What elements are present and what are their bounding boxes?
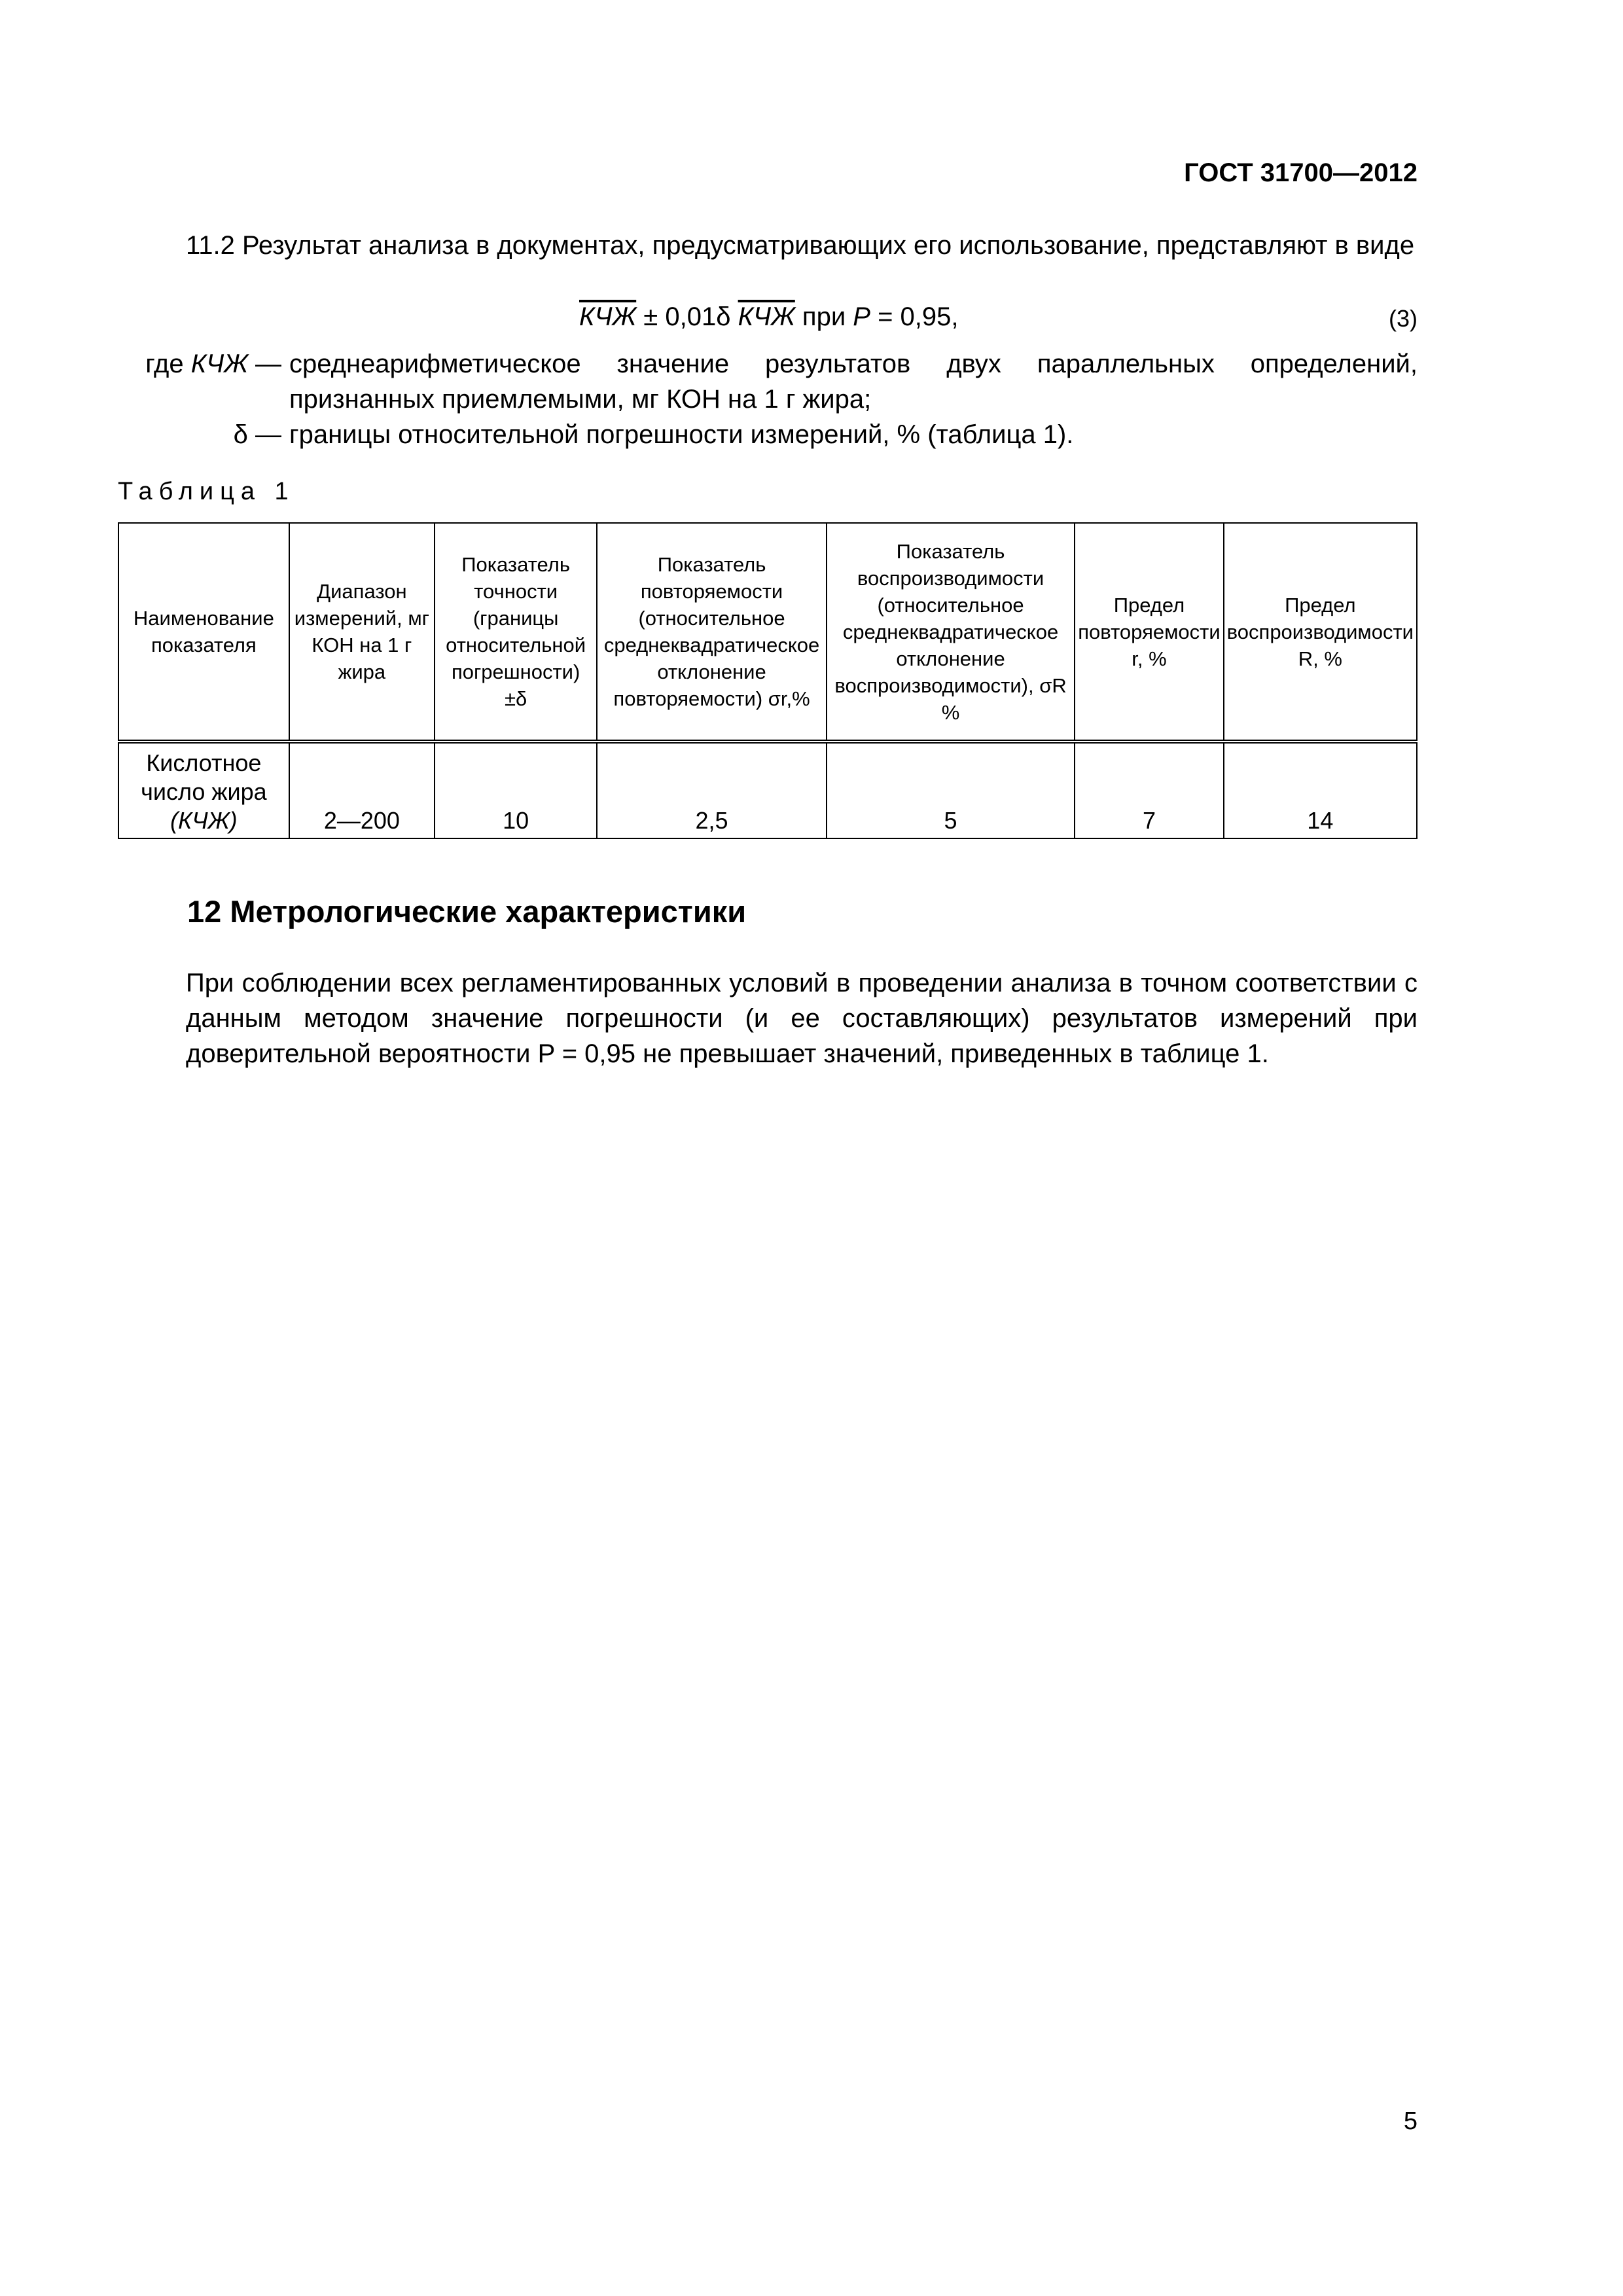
cell-limit-R: 14 [1224, 742, 1417, 838]
paragraph-11-2-text: 11.2 Результат анализа в документах, предусматривающих его использование, представляют в виде [186, 231, 1415, 260]
cell-name-line3: (КЧЖ) [170, 807, 238, 834]
formula-var-1: КЧЖ [579, 302, 637, 331]
cell-accuracy: 10 [435, 742, 597, 838]
cell-name-line1: Кислотное [146, 749, 262, 776]
formula-3 [579, 302, 959, 332]
formula-mid: ± 0,01δ [636, 302, 738, 331]
cell-limit-r: 7 [1075, 742, 1223, 838]
header-accuracy: Показатель точности (границы относительной погрешности) ±δ [435, 523, 597, 742]
where-delta-text: границы относительной погрешности измерений, % (таблица 1). [289, 420, 1074, 449]
header-limit-R: Предел воспроизводимости R, % [1224, 523, 1417, 742]
header-reproducibility: Показатель воспроизводимости (относительное среднеквадратическое отклонение воспроизводимости), σR % [827, 523, 1075, 742]
formula-var-2: КЧЖ [738, 302, 795, 331]
page-number: 5 [1403, 2108, 1418, 2135]
header-range: Диапазон измерений, мг КОН на 1 г жира [289, 523, 435, 742]
header-indicator-name: Наименование показателя [118, 523, 289, 742]
where-prefix: где [145, 350, 191, 378]
cell-repeatability: 2,5 [597, 742, 827, 838]
formula-end: = 0,95, [870, 302, 959, 331]
table-header-row [118, 523, 1417, 742]
table-row [118, 742, 1417, 838]
cell-range: 2—200 [289, 742, 435, 838]
table-1 [118, 522, 1418, 839]
paragraph-12-text: При соблюдении всех регламентированных условий в проведении анализа в точном соответствии с данным методом значение погрешности (и ее составляющих) результатов измерений при доверительной вероятности P = 0,95 не превышает значений, приведенных в таблице 1. [186, 969, 1418, 1068]
where-var: КЧЖ [190, 350, 248, 378]
section-12-heading: 12 Метрологические характеристики [187, 894, 747, 929]
header-repeatability: Показатель повторяемости (относительное среднеквадратическое отклонение повторяемости) σr,% [597, 523, 827, 742]
document-standard-number: ГОСТ 31700—2012 [1184, 158, 1418, 187]
formula-number: (3) [1389, 305, 1418, 332]
paragraph-11-2 [118, 228, 1418, 263]
table-caption: Таблица 1 [118, 478, 295, 505]
cell-name [118, 742, 289, 838]
header-limit-r: Предел повторяемости r, % [1075, 523, 1223, 742]
formula-p: P [853, 302, 870, 331]
where-delta-label: δ — [233, 420, 281, 449]
paragraph-12 [118, 965, 1418, 1071]
where-dash: — [247, 350, 281, 378]
cell-name-line2: число жира [141, 778, 267, 805]
cell-reproducibility: 5 [827, 742, 1075, 838]
where-kchzh-text: среднеарифметическое значение результатов двух параллельных определений, признанных приемлемыми, мг КОН на 1 г жира; [289, 350, 1418, 414]
formula-tail: при [794, 302, 853, 331]
where-kchzh-label [118, 346, 281, 382]
